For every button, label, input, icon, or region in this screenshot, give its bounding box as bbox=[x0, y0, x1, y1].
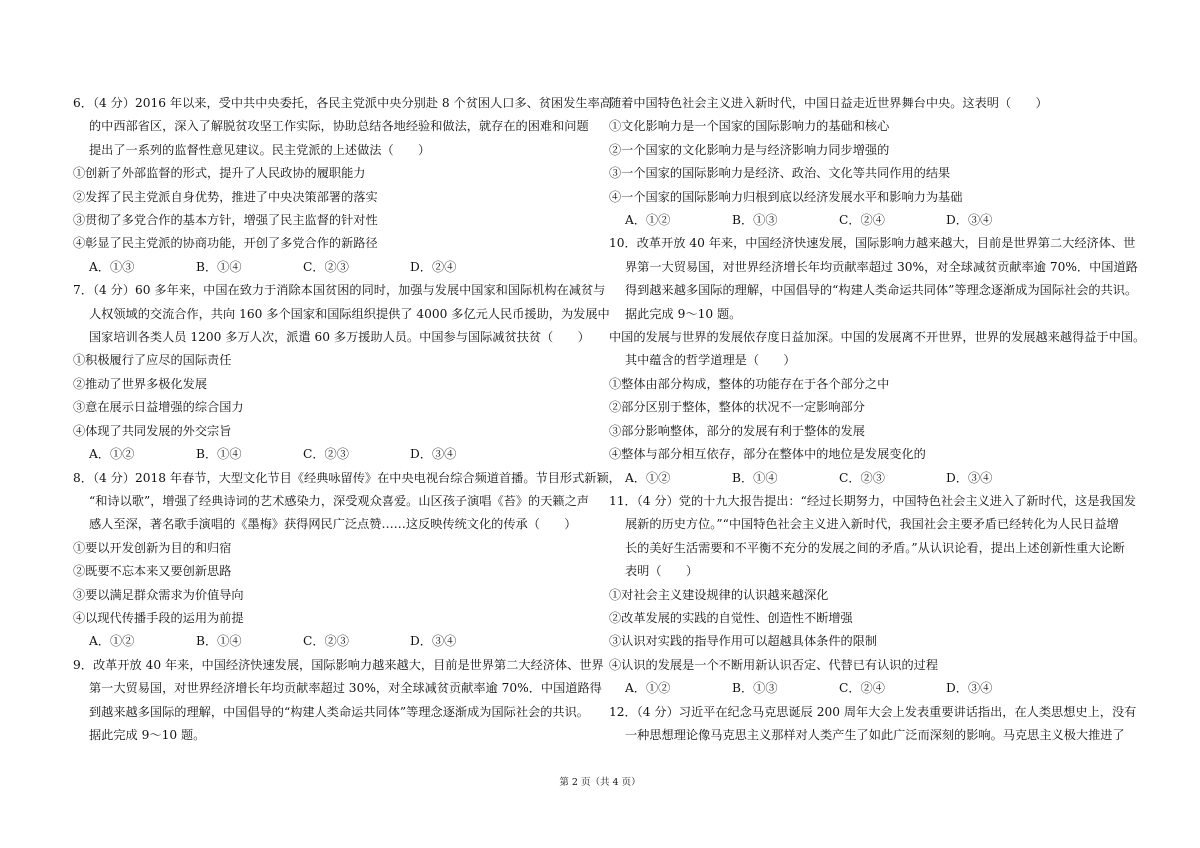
question-text-line: 展新的历史方位。”“中国特色社会主义进入新时代，我国社会主要矛盾已经转化为人民日益增 bbox=[625, 517, 1119, 532]
left-column bbox=[73, 92, 621, 747]
question-text-line: 表明（ ） bbox=[625, 564, 699, 579]
question-text-line: 提出了一系列的监督性意见建议。民主党派的上述做法（ ） bbox=[89, 142, 431, 157]
page-footer: 第 2 页（共 4 页） bbox=[559, 777, 641, 788]
answer-option: B．①④ bbox=[732, 470, 778, 485]
statement-line: ②推动了世界多极化发展 bbox=[73, 376, 208, 391]
statement-line: ①积极履行了应尽的国际责任 bbox=[73, 353, 232, 368]
right-column bbox=[609, 92, 1146, 747]
statement-line: 随着中国特色社会主义进入新时代，中国日益走近世界舞台中央。这表明（ ） bbox=[609, 96, 1048, 110]
answer-option: D．③④ bbox=[946, 470, 993, 485]
statement-line: ①文化影响力是一个国家的国际影响力的基础和核心 bbox=[609, 119, 890, 134]
statement-line: ④体现了共同发展的外交宗旨 bbox=[73, 423, 232, 438]
answer-option: C．②④ bbox=[839, 213, 885, 228]
answer-option: A．①② bbox=[625, 681, 671, 696]
statement-line: ③要以满足群众需求为价值导向 bbox=[73, 587, 244, 602]
answer-options bbox=[73, 630, 591, 653]
answer-option: D．③④ bbox=[946, 681, 993, 696]
answer-option: A．①② bbox=[625, 470, 671, 485]
answer-option: D．③④ bbox=[410, 447, 457, 462]
statement-line: ①整体由部分构成，整体的功能存在于各个部分之中 bbox=[609, 376, 890, 391]
answer-option: B．①③ bbox=[732, 213, 778, 228]
question-text-line: 第一大贸易国，对世界经济增长年均贡献率超过 30%，对全球减贫贡献率逾 70%．中国道路得 bbox=[89, 681, 602, 696]
answer-option: C．②③ bbox=[303, 259, 349, 274]
statement-line: ④一个国家的国际影响力归根到底以经济发展水平和影响力为基础 bbox=[609, 189, 963, 204]
answer-option: D．③④ bbox=[410, 634, 457, 649]
answer-options bbox=[73, 443, 591, 466]
question-text-line: 的中西部省区，深入了解脱贫攻坚工作实际，协助总结各地经验和做法，就存在的困难和问题 bbox=[89, 119, 589, 134]
question-stem: 11．（4 分）党的十九大报告提出：“经过长期努力，中国特色社会主义进入了新时代，这是我国发 bbox=[609, 493, 1136, 508]
answer-option: A．①③ bbox=[89, 259, 135, 274]
answer-option: C．②③ bbox=[303, 634, 349, 649]
question-text-line: 得到越来越多国际的理解，中国倡导的“构建人类命运共同体”等理念逐渐成为国际社会的共识。 bbox=[625, 283, 1138, 298]
answer-option: B．①④ bbox=[196, 259, 242, 274]
statement-line: ②发挥了民主党派自身优势，推进了中央决策部署的落实 bbox=[73, 189, 378, 204]
statement-line: ②部分区别于整体，整体的状况不一定影响部分 bbox=[609, 400, 865, 415]
question-stem: 10．改革开放 40 年来，中国经济快速发展，国际影响力越来越大，目前是世界第二大经济体、世 bbox=[609, 236, 1136, 251]
answer-option: C．②③ bbox=[839, 470, 885, 485]
question-stem: 8．（4 分）2018 年春节，大型文化节目《经典咏留传》在中央电视台综合频道首播。节目形式新颖， bbox=[73, 470, 621, 485]
question-text-line: “和诗以歌”，增强了经典诗词的艺术感染力，深受观众喜爱。山区孩子演唱《苔》的天籁之声 bbox=[89, 493, 589, 508]
answer-option: C．②④ bbox=[839, 681, 885, 696]
question-text-line: 国家培训各类人员 1200 多万人次，派遣 60 多万援助人员。中国参与国际减贫扶贫（ ） bbox=[89, 330, 590, 345]
statement-line: 中国的发展与世界的发展依存度日益加深。中国的发展离不开世界，世界的发展越来越得益于中国。 bbox=[609, 330, 1146, 345]
statement-line: ③认识对实践的指导作用可以超越具体条件的限制 bbox=[609, 634, 878, 649]
answer-options bbox=[73, 256, 591, 279]
question-text-line: 一种思想理论像马克思主义那样对人类产生了如此广泛而深刻的影响。马克思主义极大推进了 bbox=[625, 727, 1125, 742]
answer-option: A．①② bbox=[89, 447, 135, 462]
answer-options bbox=[609, 677, 1131, 700]
question-stem: 12．（4 分）习近平在纪念马克思诞辰 200 周年大会上发表重要讲话指出，在人类思想史上，没有 bbox=[609, 704, 1137, 719]
answer-option: A．①② bbox=[625, 213, 671, 228]
statement-line: ①对社会主义建设规律的认识越来越深化 bbox=[609, 587, 829, 602]
answer-option: D．②④ bbox=[410, 259, 457, 274]
statement-line: ②改革发展的实践的自觉性、创造性不断增强 bbox=[609, 610, 853, 625]
question-text-line: 据此完成 9～10 题。 bbox=[89, 727, 206, 742]
answer-option: B．①④ bbox=[196, 447, 242, 462]
answer-option: A．①② bbox=[89, 634, 135, 649]
question-stem: 7．（4 分）60 多年来，中国在致力于消除本国贫困的同时，加强与发展中国家和国际机构在减贫与 bbox=[73, 283, 606, 298]
statement-line: ①创新了外部监督的形式，提升了人民政协的履职能力 bbox=[73, 166, 366, 181]
question-text-line: 感人至深，著名歌手演唱的《墨梅》获得网民广泛点赞……这反映传统文化的传承（ ） bbox=[89, 517, 577, 532]
answer-option: B．①③ bbox=[732, 681, 778, 696]
question-text-line: 其中蕴含的哲学道理是（ ） bbox=[625, 353, 796, 368]
answer-option: C．②③ bbox=[303, 447, 349, 462]
question-text-line: 人权领域的交流合作，共向 160 多个国家和国际组织提供了 4000 多亿元人民币援助，为发展中 bbox=[89, 306, 610, 321]
statement-line: ④认识的发展是一个不断用新认识否定、代替已有认识的过程 bbox=[609, 657, 939, 672]
statement-line: ④彰显了民主党派的协商功能，开创了多党合作的新路径 bbox=[73, 236, 378, 251]
answer-options bbox=[609, 209, 1131, 232]
statement-line: ④以现代传播手段的运用为前提 bbox=[73, 610, 244, 625]
question-stem: 9．改革开放 40 年来，中国经济快速发展，国际影响力越来越大，目前是世界第二大经济体、世界 bbox=[73, 657, 604, 672]
statement-line: ①要以开发创新为目的和归宿 bbox=[73, 540, 232, 555]
question-text-line: 长的美好生活需要和不平衡不充分的发展之间的矛盾。”从认识论看，提出上述创新性重大论断 bbox=[625, 540, 1125, 555]
statement-line: ②一个国家的文化影响力是与经济影响力同步增强的 bbox=[609, 142, 890, 157]
question-text-line: 到越来越多国际的理解，中国倡导的“构建人类命运共同体”等理念逐渐成为国际社会的共识。 bbox=[89, 704, 589, 719]
statement-line: ③意在展示日益增强的综合国力 bbox=[73, 400, 244, 415]
statement-line: ③部分影响整体，部分的发展有利于整体的发展 bbox=[609, 423, 865, 438]
statement-line: ③贯彻了多党合作的基本方针，增强了民主监督的针对性 bbox=[73, 213, 378, 228]
answer-option: B．①④ bbox=[196, 634, 242, 649]
answer-options bbox=[609, 467, 1131, 490]
statement-line: ④整体与部分相互依存，部分在整体中的地位是发展变化的 bbox=[609, 447, 926, 462]
statement-line: ②既要不忘本来又要创新思路 bbox=[73, 564, 232, 579]
answer-option: D．③④ bbox=[946, 213, 993, 228]
question-text-line: 据此完成 9～10 题。 bbox=[625, 306, 742, 321]
question-stem: 6．（4 分）2016 年以来，受中共中央委托，各民主党派中央分别赴 8 个贫困人口多、贫困发生率高 bbox=[73, 96, 612, 110]
question-text-line: 界第一大贸易国，对世界经济增长年均贡献率超过 30%，对全球减贫贡献率逾 70%．中国道路 bbox=[625, 259, 1138, 274]
statement-line: ③一个国家的国际影响力是经济、政治、文化等共同作用的结果 bbox=[609, 166, 951, 181]
